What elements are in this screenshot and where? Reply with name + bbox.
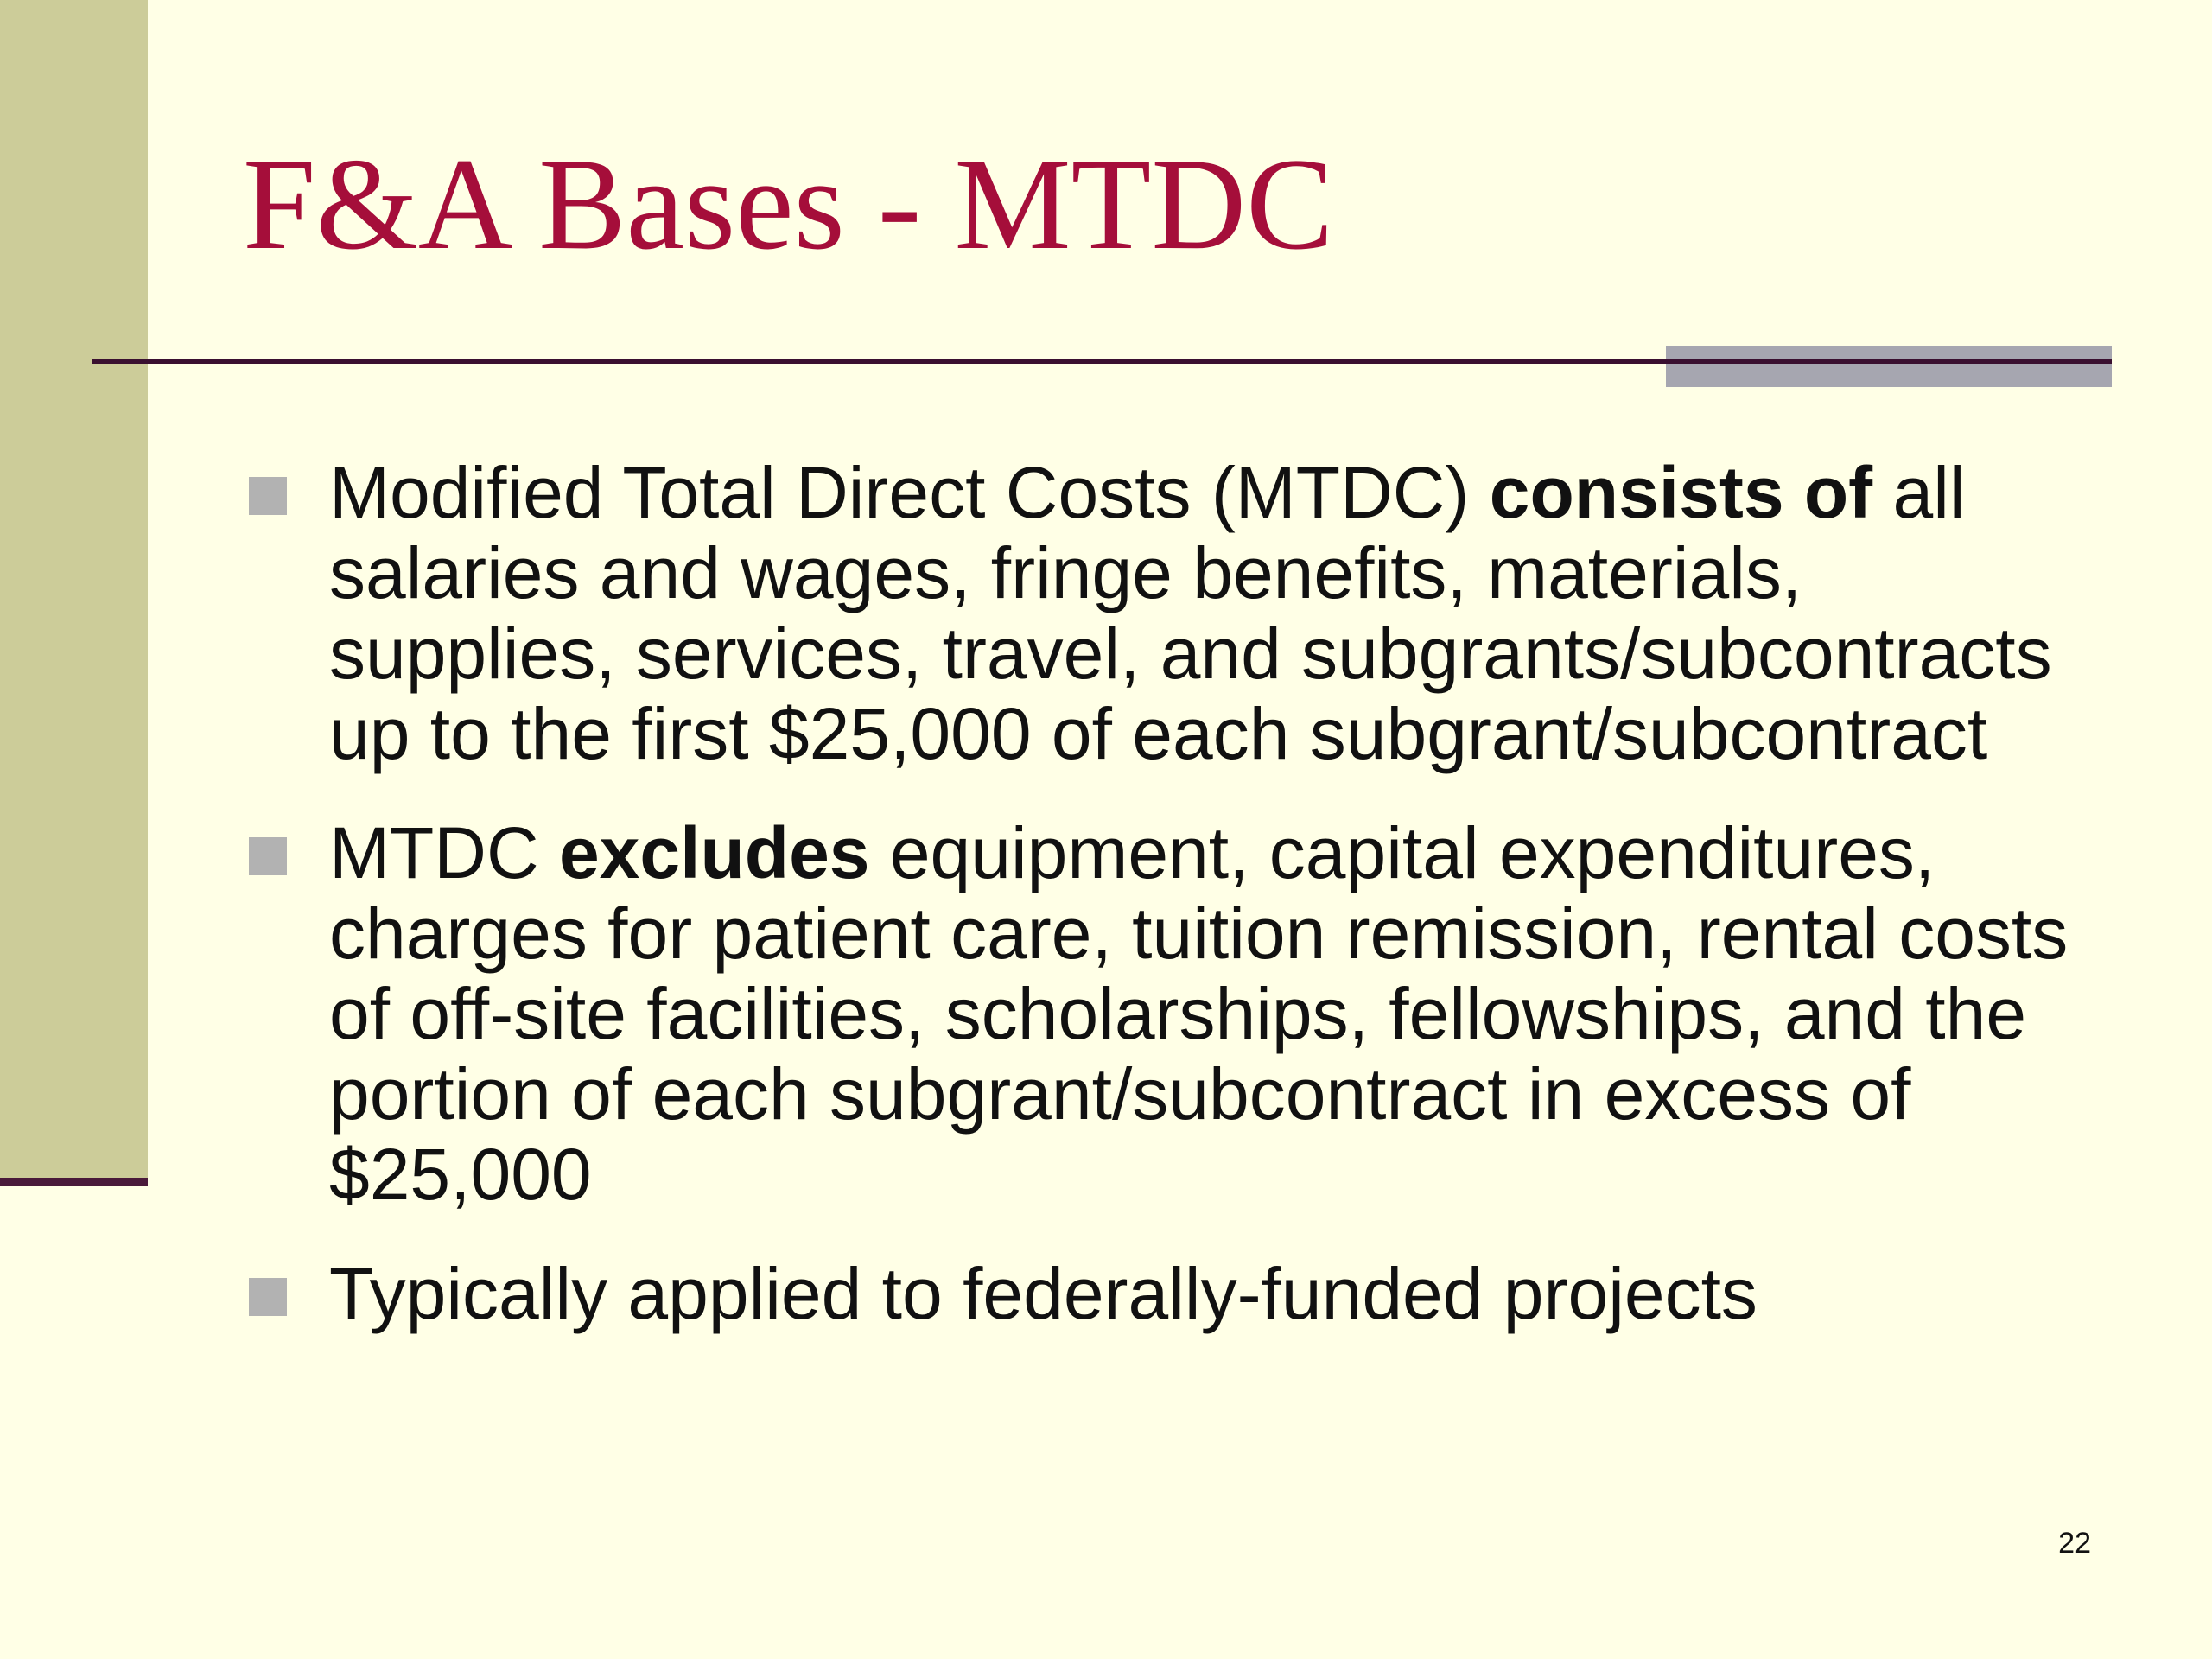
title-divider-overlay xyxy=(1666,359,2112,364)
bullet-item-typically-applied xyxy=(249,1254,2107,1334)
bullet-text-bold: excludes xyxy=(558,812,870,893)
bullet-text-pre: MTDC xyxy=(329,812,559,893)
bullet-text: Typically applied to federally-funded projects xyxy=(329,1253,1758,1334)
bullet-text-post: equipment, capital expenditures, charges for patient care, tuition remission, rental costs of off-site facilities, scholarships, fellowships, and the portion of each subgrant/subcontract in excess of $25,000 xyxy=(329,812,2069,1215)
bullet-text-pre: Modified Total Direct Costs (MTDC) xyxy=(329,452,1490,533)
bullet-text-post: all salaries and wages, fringe benefits, materials, supplies, services, travel, and subgrants/subcontracts up to the first $25,000 of each subgrant/subcontract xyxy=(329,452,2052,774)
square-bullet-icon xyxy=(249,837,287,875)
square-bullet-icon xyxy=(249,477,287,515)
bullet-list xyxy=(249,453,2107,1334)
title-rule-accent xyxy=(1666,346,2112,387)
left-band-rule xyxy=(0,1178,148,1186)
bullet-item-mtdc-excludes xyxy=(249,813,2107,1215)
slide-title: F&A Bases - MTDC xyxy=(243,131,1334,276)
bullet-item-mtdc-consists xyxy=(249,453,2107,774)
bullet-text-bold: consists of xyxy=(1489,452,1873,533)
page-number: 22 xyxy=(2058,1527,2091,1560)
left-decorative-band xyxy=(0,0,148,1178)
square-bullet-icon xyxy=(249,1278,287,1316)
